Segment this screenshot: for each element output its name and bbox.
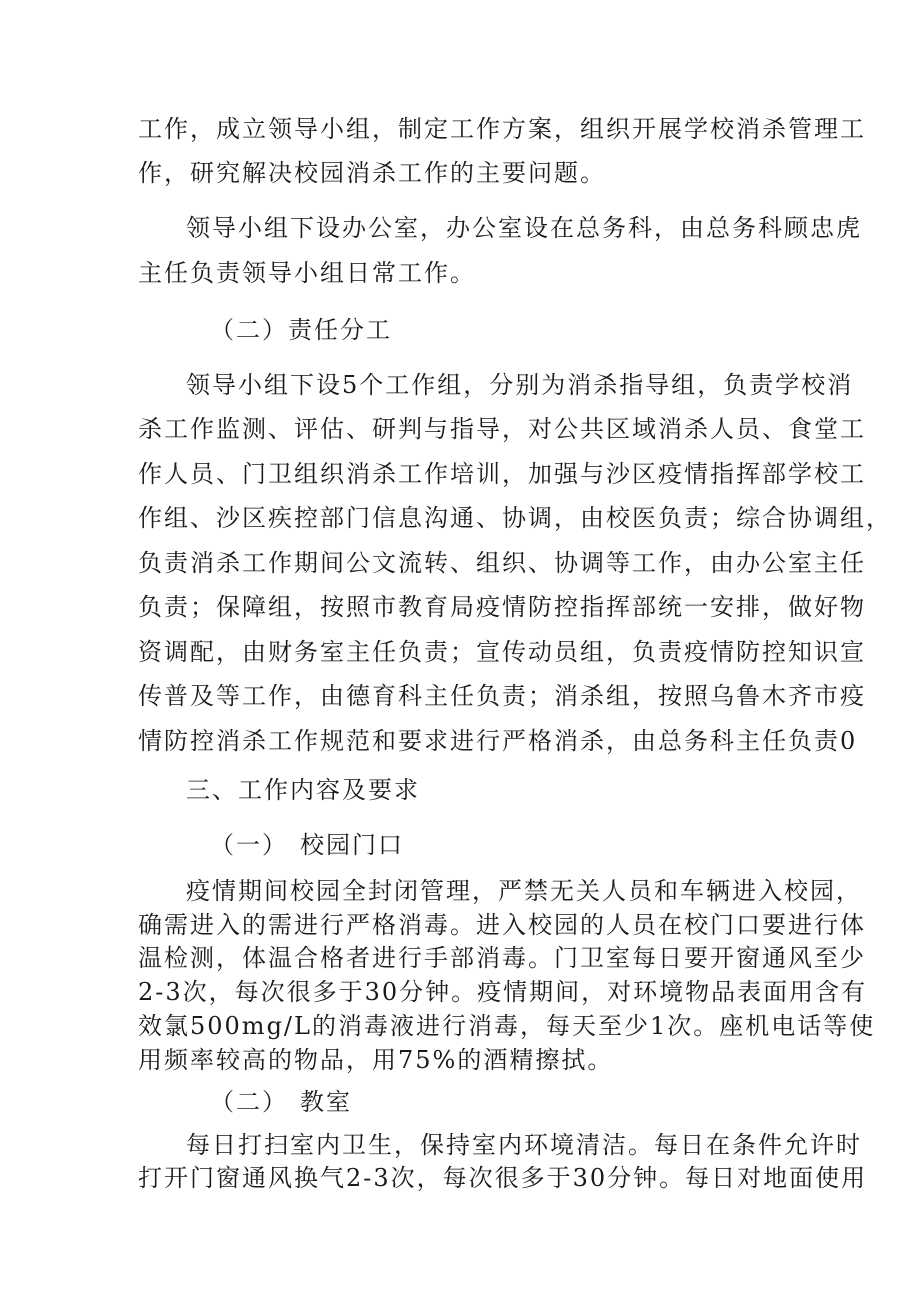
paragraph-line: 领导小组下设5个工作组，分别为消杀指导组，负责学校消 [186,371,854,399]
paragraph-line: 效氯500mg/L的消毒液进行消毒，每天至少1次。座机电话等使 [138,1012,876,1040]
paragraph-line: 用频率较高的物品，用75%的酒精擦拭。 [138,1046,614,1074]
paragraph-line: 每日打扫室内卫生，保持室内环境清洁。每日在条件允许时 [186,1131,862,1159]
paragraph-line: 疫情期间校园全封闭管理，严禁无关人员和车辆进入校园， [186,877,862,905]
paragraph-line: 负责；保障组，按照市教育局疫情防控指挥部统一安排，做好物 [138,593,866,621]
paragraph-line: 负责消杀工作期间公文流转、组织、协调等工作，由办公室主任 [138,549,866,577]
paragraph-line: 主任负责领导小组日常工作。 [138,259,476,287]
subsection-heading-classroom [210,1085,870,1119]
paragraph-line: 情防控消杀工作规范和要求进行严格消杀，由总务科主任负责0 [138,727,858,755]
paragraph-line: 作组、沙区疾控部门信息沟通、协调，由校医负责；综合协调组， [138,504,892,532]
subsection-number: （一） [210,831,288,859]
paragraph-line: 作，研究解决校园消杀工作的主要问题。 [138,159,606,187]
paragraph-line: 温检测，体温合格者进行手部消毒。门卫室每日要开窗通风至少 [138,944,866,972]
paragraph-line: 2-3次，每次很多于30分钟。疫情期间，对环境物品表面用含有 [138,978,868,1006]
paragraph-line: 杀工作监测、评估、研判与指导，对公共区域消杀人员、食堂工 [138,415,866,443]
subsection-title: 校园门口 [300,831,404,859]
paragraph-line: 确需进入的需进行严格消毒。进入校园的人员在校门口要进行体 [138,911,866,939]
paragraph-line: 领导小组下设办公室，办公室设在总务科，由总务科顾忠虎 [186,214,862,242]
section-heading-3: 三、工作内容及要求 [186,776,420,804]
subsection-heading-gate [210,828,870,862]
paragraph-line: 资调配，由财务室主任负责；宣传动员组，负责疫情防控知识宣 [138,638,866,666]
subsection-title: 教室 [300,1088,352,1116]
paragraph-line: 作人员、门卫组织消杀工作培训，加强与沙区疫情指挥部学校工 [138,460,866,488]
paragraph-line: 工作，成立领导小组，制定工作方案，组织开展学校消杀管理工 [138,115,866,143]
paragraph-line: 打开门窗通风换气2-3次，每次很多于30分钟。每日对地面使用 [138,1164,868,1192]
paragraph-line: 传普及等工作，由德育科主任负责；消杀组，按照乌鲁木齐市疫 [138,682,866,710]
section-heading-responsibility: （二）责任分工 [210,316,392,344]
subsection-number: （二） [210,1088,288,1116]
